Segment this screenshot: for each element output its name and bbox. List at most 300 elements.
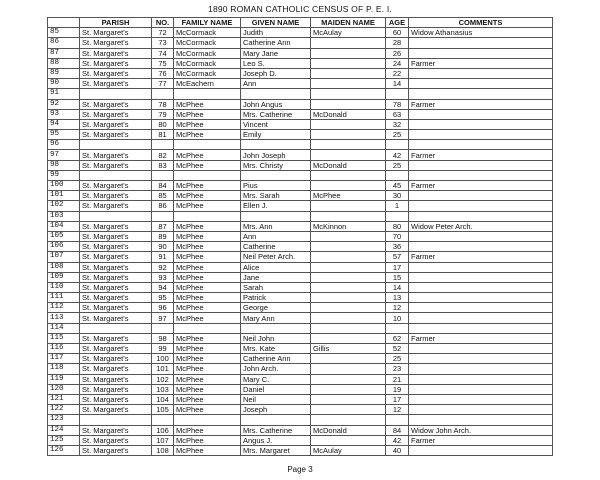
cell-family-name: McPhee bbox=[174, 333, 241, 343]
cell-given-name bbox=[241, 415, 311, 425]
cell-comments bbox=[409, 191, 553, 201]
cell-no: 75 bbox=[152, 58, 174, 68]
table-row bbox=[48, 89, 553, 99]
cell-no: 85 bbox=[152, 191, 174, 201]
cell-parish: St. Margaret's bbox=[80, 262, 152, 272]
cell-row-number: 123 bbox=[48, 415, 80, 425]
cell-row-number: 111 bbox=[48, 293, 80, 303]
cell-age: 22 bbox=[386, 68, 409, 78]
table-row bbox=[48, 293, 553, 303]
cell-family-name: McPhee bbox=[174, 405, 241, 415]
cell-family-name bbox=[174, 415, 241, 425]
cell-given-name: Mrs. Catherine bbox=[241, 109, 311, 119]
table-row bbox=[48, 160, 553, 170]
cell-maiden-name bbox=[311, 201, 386, 211]
table-row bbox=[48, 282, 553, 292]
cell-parish: St. Margaret's bbox=[80, 272, 152, 282]
cell-parish: St. Margaret's bbox=[80, 130, 152, 140]
cell-given-name: Mrs. Ann bbox=[241, 221, 311, 231]
cell-row-number: 94 bbox=[48, 119, 80, 129]
cell-family-name: McPhee bbox=[174, 272, 241, 282]
cell-given-name: Pius bbox=[241, 181, 311, 191]
cell-parish: St. Margaret's bbox=[80, 405, 152, 415]
col-header-row-number bbox=[48, 18, 80, 28]
cell-parish bbox=[80, 170, 152, 180]
cell-row-number: 106 bbox=[48, 242, 80, 252]
cell-maiden-name bbox=[311, 211, 386, 221]
table-row bbox=[48, 191, 553, 201]
cell-family-name: McPhee bbox=[174, 99, 241, 109]
cell-given-name: John Joseph bbox=[241, 150, 311, 160]
cell-comments bbox=[409, 262, 553, 272]
cell-no bbox=[152, 211, 174, 221]
table-row bbox=[48, 262, 553, 272]
cell-row-number: 110 bbox=[48, 282, 80, 292]
table-row bbox=[48, 231, 553, 241]
cell-no bbox=[152, 323, 174, 333]
cell-family-name bbox=[174, 89, 241, 99]
cell-age bbox=[386, 140, 409, 150]
cell-maiden-name bbox=[311, 394, 386, 404]
cell-maiden-name bbox=[311, 170, 386, 180]
cell-maiden-name: McDonald bbox=[311, 109, 386, 119]
cell-comments: Widow John Arch. bbox=[409, 425, 553, 435]
cell-given-name: Mrs. Catherine bbox=[241, 425, 311, 435]
cell-maiden-name bbox=[311, 293, 386, 303]
cell-no: 86 bbox=[152, 201, 174, 211]
cell-given-name: Mary Jane bbox=[241, 48, 311, 58]
table-row bbox=[48, 170, 553, 180]
cell-family-name: McPhee bbox=[174, 181, 241, 191]
cell-given-name: Mary Ann bbox=[241, 313, 311, 323]
cell-given-name: Mrs. Kate bbox=[241, 344, 311, 354]
cell-maiden-name bbox=[311, 333, 386, 343]
cell-given-name: Neil John bbox=[241, 333, 311, 343]
cell-age: 42 bbox=[386, 150, 409, 160]
cell-row-number: 101 bbox=[48, 191, 80, 201]
table-row bbox=[48, 445, 553, 455]
col-header-family-name: FAMILY NAME bbox=[174, 18, 241, 28]
cell-age: 19 bbox=[386, 384, 409, 394]
cell-no: 91 bbox=[152, 252, 174, 262]
cell-parish: St. Margaret's bbox=[80, 48, 152, 58]
cell-row-number: 105 bbox=[48, 231, 80, 241]
cell-family-name: McPhee bbox=[174, 374, 241, 384]
page-number: Page 3 bbox=[287, 465, 313, 474]
cell-row-number: 114 bbox=[48, 323, 80, 333]
cell-maiden-name bbox=[311, 79, 386, 89]
cell-comments bbox=[409, 109, 553, 119]
cell-age bbox=[386, 323, 409, 333]
col-header-given-name: GIVEN NAME bbox=[241, 18, 311, 28]
cell-given-name bbox=[241, 170, 311, 180]
census-rows bbox=[48, 28, 553, 456]
cell-age: 40 bbox=[386, 445, 409, 455]
cell-family-name: McPhee bbox=[174, 252, 241, 262]
cell-row-number: 113 bbox=[48, 313, 80, 323]
cell-maiden-name: McDonald bbox=[311, 160, 386, 170]
col-header-age: AGE bbox=[386, 18, 409, 28]
table-row bbox=[48, 150, 553, 160]
cell-row-number: 124 bbox=[48, 425, 80, 435]
cell-no: 105 bbox=[152, 405, 174, 415]
cell-comments bbox=[409, 89, 553, 99]
cell-age: 14 bbox=[386, 79, 409, 89]
cell-maiden-name bbox=[311, 48, 386, 58]
cell-given-name bbox=[241, 211, 311, 221]
cell-parish: St. Margaret's bbox=[80, 150, 152, 160]
cell-parish: St. Margaret's bbox=[80, 68, 152, 78]
cell-comments bbox=[409, 354, 553, 364]
table-row bbox=[48, 58, 553, 68]
cell-given-name: John Arch. bbox=[241, 364, 311, 374]
header-row bbox=[48, 18, 553, 28]
cell-parish: St. Margaret's bbox=[80, 252, 152, 262]
cell-maiden-name bbox=[311, 364, 386, 374]
table-row bbox=[48, 425, 553, 435]
cell-age: 78 bbox=[386, 99, 409, 109]
cell-maiden-name bbox=[311, 38, 386, 48]
cell-given-name: Patrick bbox=[241, 293, 311, 303]
cell-parish bbox=[80, 211, 152, 221]
cell-parish bbox=[80, 140, 152, 150]
cell-no: 108 bbox=[152, 445, 174, 455]
cell-parish: St. Margaret's bbox=[80, 119, 152, 129]
cell-row-number: 89 bbox=[48, 68, 80, 78]
cell-parish: St. Margaret's bbox=[80, 160, 152, 170]
cell-maiden-name: McKinnon bbox=[311, 221, 386, 231]
cell-given-name: Catherine Ann bbox=[241, 354, 311, 364]
cell-age: 70 bbox=[386, 231, 409, 241]
cell-row-number: 100 bbox=[48, 181, 80, 191]
cell-age: 25 bbox=[386, 160, 409, 170]
cell-no: 104 bbox=[152, 394, 174, 404]
cell-family-name: McPhee bbox=[174, 344, 241, 354]
cell-no: 95 bbox=[152, 293, 174, 303]
table-row bbox=[48, 211, 553, 221]
cell-no: 78 bbox=[152, 99, 174, 109]
col-header-comments: COMMENTS bbox=[409, 18, 553, 28]
census-table bbox=[47, 17, 553, 456]
cell-given-name: Ann bbox=[241, 231, 311, 241]
cell-comments bbox=[409, 48, 553, 58]
cell-comments: Farmer bbox=[409, 333, 553, 343]
cell-family-name: McCormack bbox=[174, 58, 241, 68]
table-row bbox=[48, 272, 553, 282]
cell-given-name: Mary C. bbox=[241, 374, 311, 384]
cell-row-number: 108 bbox=[48, 262, 80, 272]
cell-age: 32 bbox=[386, 119, 409, 129]
cell-given-name bbox=[241, 323, 311, 333]
cell-parish bbox=[80, 89, 152, 99]
table-row bbox=[48, 221, 553, 231]
cell-comments bbox=[409, 445, 553, 455]
cell-no: 82 bbox=[152, 150, 174, 160]
cell-row-number: 85 bbox=[48, 28, 80, 38]
cell-given-name: Jane bbox=[241, 272, 311, 282]
table-row bbox=[48, 38, 553, 48]
cell-family-name: McPhee bbox=[174, 394, 241, 404]
cell-given-name: Neil Peter Arch. bbox=[241, 252, 311, 262]
cell-no bbox=[152, 170, 174, 180]
cell-family-name: McPhee bbox=[174, 425, 241, 435]
cell-comments: Farmer bbox=[409, 435, 553, 445]
cell-maiden-name bbox=[311, 374, 386, 384]
cell-no: 80 bbox=[152, 119, 174, 129]
cell-no: 90 bbox=[152, 242, 174, 252]
cell-parish: St. Margaret's bbox=[80, 364, 152, 374]
cell-row-number: 98 bbox=[48, 160, 80, 170]
cell-comments: Farmer bbox=[409, 252, 553, 262]
cell-age bbox=[386, 415, 409, 425]
table-row bbox=[48, 394, 553, 404]
cell-row-number: 122 bbox=[48, 405, 80, 415]
cell-parish: St. Margaret's bbox=[80, 201, 152, 211]
cell-row-number: 102 bbox=[48, 201, 80, 211]
cell-parish: St. Margaret's bbox=[80, 99, 152, 109]
cell-row-number: 91 bbox=[48, 89, 80, 99]
cell-parish: St. Margaret's bbox=[80, 181, 152, 191]
cell-comments bbox=[409, 364, 553, 374]
cell-comments: Widow Athanasius bbox=[409, 28, 553, 38]
cell-given-name: Angus J. bbox=[241, 435, 311, 445]
cell-comments bbox=[409, 211, 553, 221]
table-row bbox=[48, 435, 553, 445]
cell-family-name: McEachern bbox=[174, 79, 241, 89]
cell-no: 99 bbox=[152, 344, 174, 354]
cell-comments bbox=[409, 38, 553, 48]
table-row bbox=[48, 48, 553, 58]
table-row bbox=[48, 130, 553, 140]
table-row bbox=[48, 405, 553, 415]
cell-row-number: 86 bbox=[48, 38, 80, 48]
cell-parish: St. Margaret's bbox=[80, 384, 152, 394]
cell-family-name: McPhee bbox=[174, 160, 241, 170]
cell-age: 25 bbox=[386, 354, 409, 364]
cell-maiden-name bbox=[311, 282, 386, 292]
cell-age: 36 bbox=[386, 242, 409, 252]
cell-given-name: Mrs. Sarah bbox=[241, 191, 311, 201]
cell-given-name bbox=[241, 140, 311, 150]
col-header-parish: PARISH bbox=[80, 18, 152, 28]
cell-age: 26 bbox=[386, 48, 409, 58]
cell-comments: Farmer bbox=[409, 181, 553, 191]
cell-family-name: McPhee bbox=[174, 262, 241, 272]
cell-age: 23 bbox=[386, 364, 409, 374]
table-row bbox=[48, 374, 553, 384]
cell-age: 14 bbox=[386, 282, 409, 292]
table-row bbox=[48, 68, 553, 78]
cell-row-number: 97 bbox=[48, 150, 80, 160]
table-row bbox=[48, 28, 553, 38]
cell-row-number: 120 bbox=[48, 384, 80, 394]
cell-row-number: 88 bbox=[48, 58, 80, 68]
cell-family-name bbox=[174, 140, 241, 150]
cell-age: 13 bbox=[386, 293, 409, 303]
cell-no bbox=[152, 415, 174, 425]
cell-age: 1 bbox=[386, 201, 409, 211]
cell-parish: St. Margaret's bbox=[80, 38, 152, 48]
cell-family-name: McPhee bbox=[174, 150, 241, 160]
cell-family-name: McPhee bbox=[174, 242, 241, 252]
cell-row-number: 107 bbox=[48, 252, 80, 262]
table-row bbox=[48, 201, 553, 211]
cell-family-name: McPhee bbox=[174, 201, 241, 211]
cell-no: 79 bbox=[152, 109, 174, 119]
col-header-no: NO. bbox=[152, 18, 174, 28]
cell-family-name: McPhee bbox=[174, 221, 241, 231]
cell-comments bbox=[409, 201, 553, 211]
cell-comments bbox=[409, 415, 553, 425]
cell-maiden-name: McDonald bbox=[311, 425, 386, 435]
table-row bbox=[48, 181, 553, 191]
cell-comments bbox=[409, 323, 553, 333]
cell-given-name: Daniel bbox=[241, 384, 311, 394]
cell-age: 10 bbox=[386, 313, 409, 323]
cell-given-name: Alice bbox=[241, 262, 311, 272]
cell-age: 45 bbox=[386, 181, 409, 191]
cell-age: 80 bbox=[386, 221, 409, 231]
cell-parish: St. Margaret's bbox=[80, 282, 152, 292]
cell-age: 25 bbox=[386, 130, 409, 140]
cell-given-name: Neil bbox=[241, 394, 311, 404]
cell-maiden-name bbox=[311, 119, 386, 129]
cell-age: 42 bbox=[386, 435, 409, 445]
cell-row-number: 118 bbox=[48, 364, 80, 374]
cell-given-name bbox=[241, 89, 311, 99]
cell-age: 17 bbox=[386, 394, 409, 404]
cell-maiden-name bbox=[311, 323, 386, 333]
cell-family-name: McPhee bbox=[174, 364, 241, 374]
cell-comments bbox=[409, 374, 553, 384]
table-row bbox=[48, 313, 553, 323]
cell-comments bbox=[409, 119, 553, 129]
table-row bbox=[48, 384, 553, 394]
cell-age: 17 bbox=[386, 262, 409, 272]
cell-no: 103 bbox=[152, 384, 174, 394]
col-header-maiden-name: MAIDEN NAME bbox=[311, 18, 386, 28]
cell-no: 96 bbox=[152, 303, 174, 313]
table-row bbox=[48, 364, 553, 374]
cell-age: 60 bbox=[386, 28, 409, 38]
cell-family-name: McPhee bbox=[174, 313, 241, 323]
cell-maiden-name: McAulay bbox=[311, 28, 386, 38]
cell-given-name: Mrs. Margaret bbox=[241, 445, 311, 455]
cell-no: 77 bbox=[152, 79, 174, 89]
document-title: 1890 ROMAN CATHOLIC CENSUS OF P. E. I. bbox=[208, 4, 392, 14]
cell-row-number: 117 bbox=[48, 354, 80, 364]
cell-comments bbox=[409, 405, 553, 415]
cell-no: 98 bbox=[152, 333, 174, 343]
cell-parish: St. Margaret's bbox=[80, 58, 152, 68]
table-row bbox=[48, 99, 553, 109]
cell-row-number: 125 bbox=[48, 435, 80, 445]
table-row bbox=[48, 354, 553, 364]
cell-family-name: McPhee bbox=[174, 130, 241, 140]
cell-no: 101 bbox=[152, 364, 174, 374]
cell-maiden-name: McAulay bbox=[311, 445, 386, 455]
cell-family-name bbox=[174, 170, 241, 180]
cell-row-number: 115 bbox=[48, 333, 80, 343]
cell-maiden-name bbox=[311, 68, 386, 78]
cell-given-name: Emily bbox=[241, 130, 311, 140]
cell-age: 28 bbox=[386, 38, 409, 48]
cell-family-name: McPhee bbox=[174, 354, 241, 364]
cell-row-number: 90 bbox=[48, 79, 80, 89]
cell-age: 15 bbox=[386, 272, 409, 282]
cell-row-number: 103 bbox=[48, 211, 80, 221]
cell-comments bbox=[409, 68, 553, 78]
cell-given-name: Sarah bbox=[241, 282, 311, 292]
cell-family-name: McPhee bbox=[174, 119, 241, 129]
cell-given-name: Catherine bbox=[241, 242, 311, 252]
cell-given-name: Catherine Ann bbox=[241, 38, 311, 48]
cell-maiden-name bbox=[311, 405, 386, 415]
cell-maiden-name bbox=[311, 384, 386, 394]
cell-parish: St. Margaret's bbox=[80, 435, 152, 445]
cell-parish: St. Margaret's bbox=[80, 394, 152, 404]
cell-family-name: McCormack bbox=[174, 68, 241, 78]
cell-maiden-name bbox=[311, 140, 386, 150]
cell-family-name: McCormack bbox=[174, 38, 241, 48]
cell-age: 84 bbox=[386, 425, 409, 435]
cell-parish: St. Margaret's bbox=[80, 445, 152, 455]
table-row bbox=[48, 109, 553, 119]
cell-age bbox=[386, 170, 409, 180]
cell-given-name: Mrs. Christy bbox=[241, 160, 311, 170]
cell-maiden-name bbox=[311, 89, 386, 99]
cell-given-name: Ann bbox=[241, 79, 311, 89]
cell-comments bbox=[409, 130, 553, 140]
cell-parish bbox=[80, 415, 152, 425]
cell-comments bbox=[409, 344, 553, 354]
cell-no: 93 bbox=[152, 272, 174, 282]
cell-maiden-name: Gillis bbox=[311, 344, 386, 354]
table-row bbox=[48, 140, 553, 150]
cell-maiden-name bbox=[311, 415, 386, 425]
cell-maiden-name bbox=[311, 272, 386, 282]
table-row bbox=[48, 79, 553, 89]
cell-family-name: McPhee bbox=[174, 303, 241, 313]
cell-age: 12 bbox=[386, 405, 409, 415]
table-row bbox=[48, 119, 553, 129]
cell-age: 30 bbox=[386, 191, 409, 201]
cell-row-number: 109 bbox=[48, 272, 80, 282]
cell-maiden-name bbox=[311, 150, 386, 160]
cell-family-name: McPhee bbox=[174, 384, 241, 394]
cell-given-name: Judith bbox=[241, 28, 311, 38]
cell-parish: St. Margaret's bbox=[80, 303, 152, 313]
cell-family-name: McPhee bbox=[174, 435, 241, 445]
cell-no: 76 bbox=[152, 68, 174, 78]
cell-age: 63 bbox=[386, 109, 409, 119]
cell-age: 21 bbox=[386, 374, 409, 384]
cell-given-name: Joseph D. bbox=[241, 68, 311, 78]
cell-family-name bbox=[174, 211, 241, 221]
cell-parish: St. Margaret's bbox=[80, 293, 152, 303]
cell-family-name: McCormack bbox=[174, 48, 241, 58]
cell-comments bbox=[409, 231, 553, 241]
cell-comments: Farmer bbox=[409, 58, 553, 68]
cell-family-name: McPhee bbox=[174, 109, 241, 119]
cell-parish: St. Margaret's bbox=[80, 313, 152, 323]
cell-parish: St. Margaret's bbox=[80, 333, 152, 343]
cell-parish: St. Margaret's bbox=[80, 28, 152, 38]
cell-given-name: Joseph bbox=[241, 405, 311, 415]
cell-maiden-name bbox=[311, 262, 386, 272]
cell-no: 106 bbox=[152, 425, 174, 435]
cell-family-name bbox=[174, 323, 241, 333]
